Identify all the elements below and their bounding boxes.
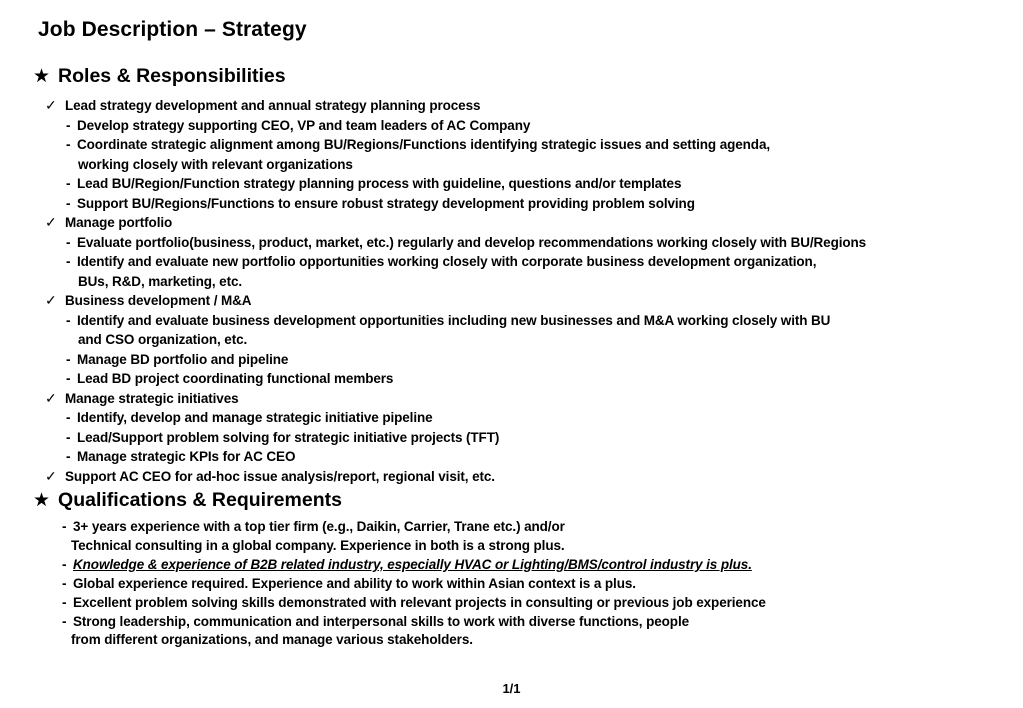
continuation-line <box>0 330 1023 350</box>
page-number: 1/1 <box>502 681 521 696</box>
bullet-text: Manage portfolio <box>65 215 173 230</box>
section-heading-qualifications <box>33 487 1023 514</box>
bullet-text: Lead/Support problem solving for strategic initiative projects (TFT) <box>77 429 500 445</box>
dash-icon: - <box>66 117 71 133</box>
bullet-text: Lead BD project coordinating functional members <box>77 371 394 386</box>
section-qualifications-requirements <box>0 487 1023 650</box>
bullet-text: Knowledge & experience of B2B related industry, especially HVAC or Lighting/BMS/control industry is plus. <box>73 556 752 572</box>
page-title: Job Description – Strategy <box>38 18 307 41</box>
bullet-text: Support AC CEO for ad-hoc issue analysis/report, regional visit, etc. <box>65 468 495 484</box>
dash-icon: - <box>66 449 71 464</box>
dash-icon: - <box>66 312 71 328</box>
dash-icon: - <box>66 429 71 445</box>
dash-icon: - <box>66 410 71 425</box>
bullet-text: Business development / M&A <box>65 293 252 308</box>
bullet-text: Technical consulting in a global company. Experience in both is a strong plus. <box>71 537 565 553</box>
dash-bullet-line <box>0 350 1023 370</box>
dash-bullet-line <box>0 174 1023 194</box>
bullet-text: BUs, R&D, marketing, etc. <box>78 273 243 289</box>
dash-bullet-line <box>0 116 1023 136</box>
check-bullet-line <box>0 213 1023 233</box>
dash-icon: - <box>66 234 71 250</box>
dash-bullet-line <box>0 194 1023 214</box>
check-icon: ✓ <box>45 292 57 308</box>
dash-icon: - <box>66 137 71 152</box>
dash-bullet-line <box>0 369 1023 389</box>
dash-bullet-line <box>0 428 1023 448</box>
bullet-text: Manage strategic initiatives <box>65 390 239 406</box>
dash-icon: - <box>66 195 71 211</box>
check-bullet-line <box>0 467 1023 487</box>
bullet-text: Excellent problem solving skills demonstrated with relevant projects in consulting or previous job experience <box>73 594 766 610</box>
bullet-text: Global experience required. Experience and ability to work within Asian context is a plus. <box>73 575 636 591</box>
roles-bullet-list <box>0 96 1023 486</box>
continuation-line <box>0 631 1023 650</box>
dash-bullet-line <box>0 575 1023 594</box>
dash-bullet-line <box>0 447 1023 467</box>
bullet-text: Identify and evaluate business development opportunities including new businesses and M&A working closely with BU <box>77 312 831 328</box>
dash-icon: - <box>62 519 67 534</box>
bullet-text: from different organizations, and manage various stakeholders. <box>71 632 473 648</box>
dash-bullet-line <box>0 233 1023 253</box>
bullet-text: Coordinate strategic alignment among BU/Regions/Functions identifying strategic issues and setting agenda, <box>77 137 771 152</box>
dash-bullet-line <box>0 556 1023 575</box>
dash-bullet-line <box>0 408 1023 428</box>
dash-bullet-line <box>0 135 1023 155</box>
dash-bullet-line <box>0 613 1023 632</box>
dash-icon: - <box>62 556 67 572</box>
bullet-text: Evaluate portfolio(business, product, market, etc.) regularly and develop recommendations working closely with BU/Regions <box>77 234 867 250</box>
bullet-text: Identify, develop and manage strategic initiative pipeline <box>77 410 433 425</box>
dash-icon: - <box>62 575 67 591</box>
dash-icon: - <box>66 351 71 367</box>
dash-icon: - <box>62 594 67 610</box>
check-bullet-line <box>0 96 1023 116</box>
bullet-text: Identify and evaluate new portfolio opportunities working closely with corporate business development organization, <box>77 254 817 269</box>
check-icon: ✓ <box>45 214 57 230</box>
check-icon: ✓ <box>45 389 57 406</box>
qualifications-bullet-list <box>0 518 1023 650</box>
bullet-text: Manage BD portfolio and pipeline <box>77 351 289 367</box>
bullet-text: working closely with relevant organizations <box>78 156 353 172</box>
section-heading-text: Qualifications & Requirements <box>58 489 342 511</box>
continuation-line <box>0 272 1023 292</box>
check-icon: ✓ <box>45 467 57 484</box>
check-icon: ✓ <box>45 97 57 113</box>
section-heading-text: Roles & Responsibilities <box>58 65 286 87</box>
check-bullet-line <box>0 389 1023 409</box>
continuation-line <box>0 155 1023 175</box>
dash-icon: - <box>66 254 71 269</box>
section-heading-roles <box>33 63 1023 90</box>
bullet-text: and CSO organization, etc. <box>78 332 248 347</box>
bullet-text: Develop strategy supporting CEO, VP and team leaders of AC Company <box>77 117 531 133</box>
bullet-text: Lead BU/Region/Function strategy planning process with guideline, questions and/or templates <box>77 176 682 191</box>
bullet-text: Lead strategy development and annual strategy planning process <box>65 98 481 113</box>
star-icon: ★ <box>33 490 51 511</box>
continuation-line <box>0 537 1023 556</box>
dash-bullet-line <box>0 311 1023 331</box>
bullet-text: Manage strategic KPIs for AC CEO <box>77 449 296 464</box>
dash-icon: - <box>66 371 71 386</box>
dash-bullet-line <box>0 518 1023 537</box>
bullet-text: Support BU/Regions/Functions to ensure robust strategy development providing problem solving <box>77 195 695 211</box>
bullet-text: 3+ years experience with a top tier firm (e.g., Daikin, Carrier, Trane etc.) and/or <box>73 519 565 534</box>
dash-bullet-line <box>0 594 1023 613</box>
bullet-text: Strong leadership, communication and interpersonal skills to work with diverse functions, people <box>73 613 690 629</box>
dash-icon: - <box>62 613 67 629</box>
check-bullet-line <box>0 291 1023 311</box>
star-icon: ★ <box>33 66 51 87</box>
dash-icon: - <box>66 176 71 191</box>
section-roles-responsibilities <box>0 63 1023 486</box>
dash-bullet-line <box>0 252 1023 272</box>
